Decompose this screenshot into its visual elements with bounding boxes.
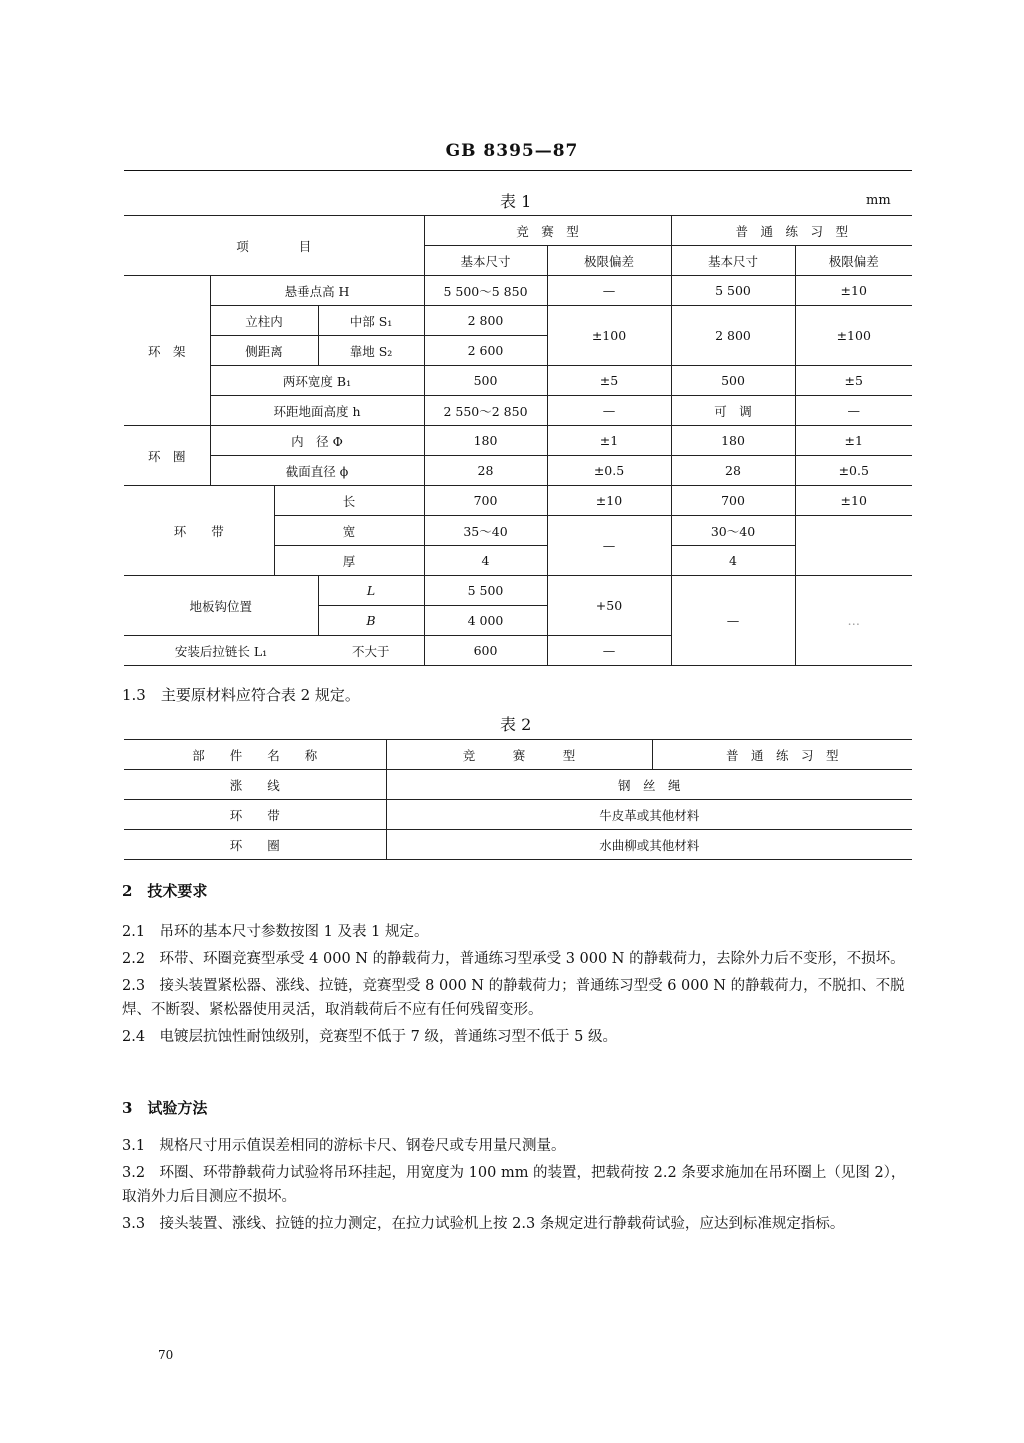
cell: ±100	[795, 306, 912, 366]
cell: 28	[424, 456, 547, 486]
table1-unit: mm	[866, 193, 891, 208]
row-label: 厚	[274, 546, 424, 576]
row-label: 侧距离	[210, 336, 318, 366]
col-practice-header: 普 通 练 习 型	[671, 216, 912, 246]
cell: 600	[424, 636, 547, 666]
paragraph: 2.4 电镀层抗蚀性耐蚀级别，竞赛型不低于 7 级，普通练习型不低于 5 级。	[122, 1029, 617, 1045]
cell: 500	[424, 366, 547, 396]
paragraph: 2.3 接头装置紧松器、涨线、拉链，竞赛型受 8 000 N 的静载荷力；普通练习型受 6 000 N 的静载荷力，不脱扣、不脱焊、不断裂、紧松器使用灵活，取消载荷后不应有任何残留变形。	[122, 978, 905, 1018]
cell: ±10	[547, 486, 671, 516]
row-label: 截面直径 ϕ	[210, 456, 424, 486]
cell: —	[671, 576, 795, 666]
row-label: 悬垂点高 H	[210, 276, 424, 306]
col-practice: 普 通 练 习 型	[652, 740, 912, 770]
cell: 5 500～5 850	[424, 276, 547, 306]
paragraph: 2.2 环带、环圈竞赛型承受 4 000 N 的静载荷力，普通练习型承受 3 000 N 的静载荷力，去除外力后不变形，不损坏。	[122, 951, 905, 967]
group-ring: 环 圈	[124, 426, 210, 486]
row-label: 两环宽度 B₁	[210, 366, 424, 396]
cell: —	[547, 516, 671, 576]
material-cell: 钢 丝 绳	[386, 770, 912, 800]
document-header: GB 8395—87	[445, 141, 579, 161]
row-label: 立柱内	[210, 306, 318, 336]
row-label: 安装后拉链长 L₁	[124, 636, 318, 666]
row-label: 中部 S₁	[318, 306, 424, 336]
cell: ±1	[547, 426, 671, 456]
section-2-body	[122, 920, 912, 1049]
row-label: 地板钩位置	[124, 576, 318, 636]
table1-caption: 表 1	[500, 192, 532, 211]
row-label: L	[318, 576, 424, 606]
cell: 35～40	[424, 516, 547, 546]
part-cell: 涨 线	[124, 770, 386, 800]
cell: ±0.5	[795, 456, 912, 486]
cell: ±10	[795, 276, 912, 306]
col-competition: 竞 赛 型	[386, 740, 652, 770]
group-frame: 环 架	[124, 276, 210, 426]
cell: +50	[547, 576, 671, 636]
row-label: 宽	[274, 516, 424, 546]
cell: 可 调	[671, 396, 795, 426]
col-limit-deviation: 极限偏差	[795, 246, 912, 276]
section-3-title: 3 试验方法	[122, 1099, 208, 1117]
cell: ±0.5	[547, 456, 671, 486]
paragraph: 3.3 接头装置、涨线、拉链的拉力测定，在拉力试验机上按 2.3 条规定进行静载荷试验，应达到标准规定指标。	[122, 1216, 845, 1232]
header-rule	[124, 170, 912, 171]
cell: ±1	[795, 426, 912, 456]
col-part-name: 部 件 名 称	[124, 740, 386, 770]
part-cell: 环 带	[124, 800, 386, 830]
cell: ±5	[795, 366, 912, 396]
cell: —	[547, 276, 671, 306]
row-label: 环距地面高度 h	[210, 396, 424, 426]
cell: 700	[424, 486, 547, 516]
cell: 180	[424, 426, 547, 456]
paragraph: 2.1 吊环的基本尺寸参数按图 1 及表 1 规定。	[122, 924, 429, 940]
material-cell: 水曲柳或其他材料	[386, 830, 912, 860]
cell: ±10	[795, 486, 912, 516]
cell: 5 500	[671, 276, 795, 306]
cell: —	[547, 636, 671, 666]
col-item-header: 项 目	[124, 216, 424, 276]
cell: 2 800	[671, 306, 795, 366]
paragraph: 3.2 环圈、环带静载荷力试验将吊环挂起，用宽度为 100 mm 的装置，把载荷按 2.2 条要求施加在吊环圈上（见图 2），取消外力后目测应不损坏。	[122, 1165, 906, 1205]
table1	[124, 215, 912, 666]
cell: …	[795, 576, 912, 666]
paragraph: 3.1 规格尺寸用示值误差相同的游标卡尺、钢卷尺或专用量尺测量。	[122, 1138, 566, 1154]
cell: —	[795, 396, 912, 426]
row-label: 长	[274, 486, 424, 516]
cell	[795, 516, 912, 576]
cell: 180	[671, 426, 795, 456]
cell: ±100	[547, 306, 671, 366]
group-strap: 环 带	[124, 486, 274, 576]
cell: 4	[424, 546, 547, 576]
col-basic-size: 基本尺寸	[671, 246, 795, 276]
cell: 5 500	[424, 576, 547, 606]
cell: 2 800	[424, 306, 547, 336]
cell: 2 600	[424, 336, 547, 366]
table2-caption: 表 2	[500, 715, 532, 734]
cell: —	[547, 396, 671, 426]
cell: 500	[671, 366, 795, 396]
cell: 4	[671, 546, 795, 576]
table2	[124, 739, 912, 860]
page-number: 70	[158, 1348, 174, 1362]
row-label: 内 径 Φ	[210, 426, 424, 456]
cell: 700	[671, 486, 795, 516]
section-2-title: 2 技术要求	[122, 882, 208, 900]
part-cell: 环 圈	[124, 830, 386, 860]
cell: 30～40	[671, 516, 795, 546]
col-basic-size: 基本尺寸	[424, 246, 547, 276]
cell: 28	[671, 456, 795, 486]
clause-1-3: 1.3 主要原材料应符合表 2 规定。	[122, 686, 360, 704]
section-3-body	[122, 1134, 912, 1236]
row-label: 靠地 S₂	[318, 336, 424, 366]
cell: 4 000	[424, 606, 547, 636]
col-competition-header: 竞 赛 型	[424, 216, 671, 246]
col-limit-deviation: 极限偏差	[547, 246, 671, 276]
material-cell: 牛皮革或其他材料	[386, 800, 912, 830]
row-note: 不大于	[318, 636, 424, 666]
cell: 2 550～2 850	[424, 396, 547, 426]
row-label: B	[318, 606, 424, 636]
cell: ±5	[547, 366, 671, 396]
